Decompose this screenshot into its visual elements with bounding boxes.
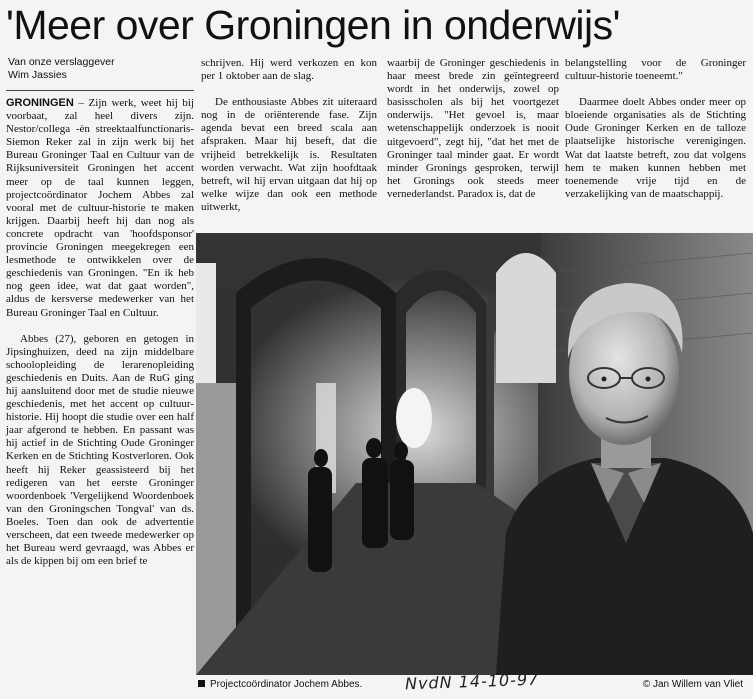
handwritten-note: NvdN 14-10-97 [404,669,540,694]
byline-role: Van onze verslaggever [8,56,115,68]
paragraph-text: – Zijn werk, weet hij bij voorbaat, zal heel divers zijn. Nestor/collega -èn streektaalfunctionaris- Siemon Reker zal in zijn werk bij het Bureau Groninger Taal en Cultuur van de Rijksuniversiteit Groningen het accent meer op de taal kunnen leggen, projectcoördinator Jochem Abbes zal vooral met de cultuur-historie te maken krijgen. Daarbij heeft hij dan nog als concrete opdracht van 'hoofdsponsor' provincie Groningen meegekregen een lesmethode te ontwikkelen over de geschiedenis van Groningen. "En ik heb nog geen idee, wat dat gaat worden", aldus de kersverse medewerker van het Bureau Groninger Taal en Cultuur. [6,97,194,319]
paragraph: Daarmee doelt Abbes onder meer op bloeiende organisaties als de Stichting Oude Groninger Kerken en de talloze plaatselijke historische verenigingen. Wat dat laatste betreft, zou dat volgens hem te maken kunnen hebben met toenemende vrije tijd en de verzakelijking van de maatschappij. [565,96,746,200]
column-2 [201,57,377,214]
paragraph: schrijven. Hij werd verkozen en kon per 1 oktober aan de slag. [201,57,377,83]
paragraph: belangstelling voor de Groninger cultuur-historie toeneemt." [565,57,746,83]
paragraph: Abbes (27), geboren en getogen in Jipsinghuizen, deed na zijn middelbare schoolopleiding de lerarenopleiding geschiedenis en Duits. Aan de RuG ging hij aansluitend door met de studie nieuwe geschiedenis, met het accent op cultuur-historie. Hij hoopt die studie over een half jaar afgerond te hebben. En passant was hij actief in de Stichting Oude Groninger Kerken en de Stichting Kostverloren. Ook heeft hij Reker geassisteerd bij het redigeren van het eerste Groninger woordenboek 'Vergelijkend Woordenboek van den Groningschen Tongval' van ds. Boeles. Toen dan ook de advertentie verscheen, dat een tweede medewerker op het Bureau werd gevraagd, was Abbes er als de kippen bij om een brief te [6,332,194,568]
column-3 [387,57,559,201]
portrait-photo [196,233,753,675]
paragraph: waarbij de Groninger geschiedenis in haar meest brede zin geïntegreerd wordt in het onderwijs, zowel op basisscholen als bij het voortgezet onderwijs. "Het gevoel is, maar wetenschappelijk onderzoek is nooit uitgevoerd", zegt hij, "dat het met de Groninger taal minder gaat. Er wordt minder Gronings gesproken, terwijl het Gronings ook steeds meer vernederlandst. Paradox is, dat de [387,57,559,200]
paragraph [6,97,194,320]
column-4 [565,57,746,201]
photo-caption [198,678,362,692]
photo-credit: © Jan Willem van Vliet [642,679,743,690]
caption-marker-icon [198,680,205,687]
byline-rule [6,90,194,91]
dateline: GRONINGEN [6,97,74,109]
article-headline: 'Meer over Groningen in onderwijs' [6,2,620,48]
paragraph: De enthousiaste Abbes zit uiteraard nog in de oriënterende fase. Zijn agenda bevat een breed scala aan afspraken. Maar hij beseft, dat die vrijheid betrekkelijk is. Resultaten worden verwacht. Wat zijn hoofdtaak betreft, wil hij ervan uitgaan dat hij op welke wijze dan ook een methode uitwerkt, [201,96,377,213]
caption-text: Projectcoördinator Jochem Abbes. [210,679,363,690]
photo-image [196,233,753,675]
byline [8,56,115,82]
byline-author: Wim Jassies [8,69,67,81]
column-1 [6,97,194,568]
